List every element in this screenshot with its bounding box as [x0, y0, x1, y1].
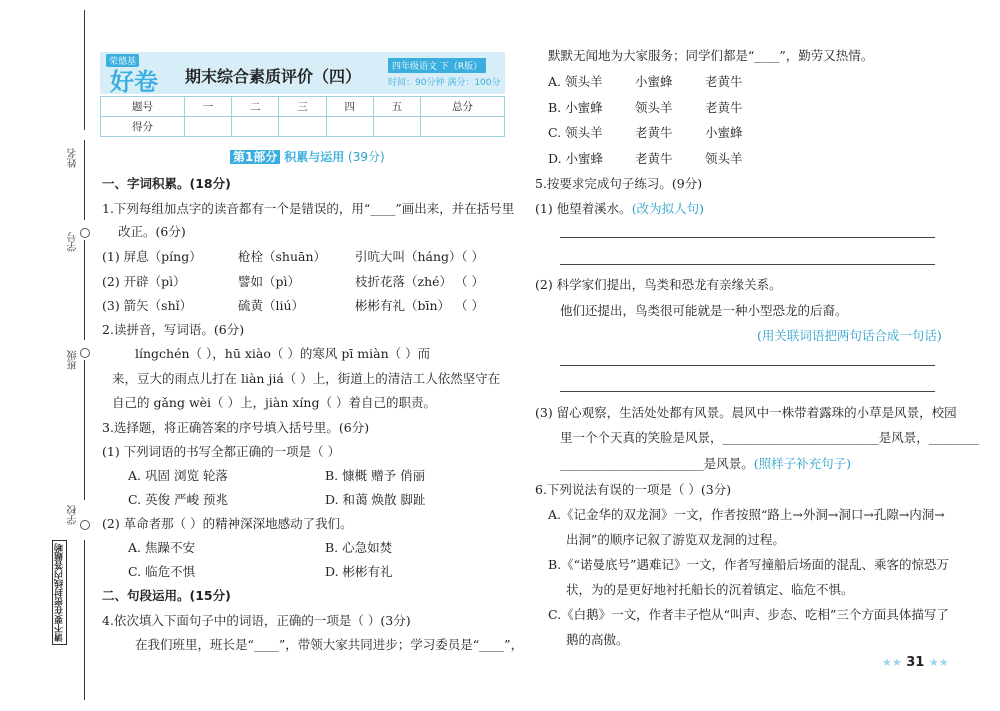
logo: 好卷: [110, 68, 158, 96]
time-score-label: 时间：90分钟 满分：100分: [388, 78, 501, 88]
option-item: 硫黄（liú）: [238, 298, 305, 313]
pinyin-line: 来，豆大的雨点儿打在 liàn jiá（ ）上，街道上的清洁工人依然坚守在: [112, 371, 501, 386]
part-score: (39分): [348, 150, 385, 164]
class-label: 班级: [68, 350, 79, 370]
choice-option: C. 临危不惧: [128, 564, 196, 579]
choice-option: B. 小蜜蜂: [548, 100, 603, 115]
option-item: (2) 开辟（pì）: [102, 274, 186, 289]
option-item: (1) 屏息（píng）: [102, 249, 202, 264]
option-item: 枝折花落（zhé）: [355, 274, 453, 289]
sub-question: 他们还提出，鸟类很可能就是一种小型恐龙的后裔。: [560, 303, 848, 318]
binding-hole-icon: [80, 348, 90, 358]
score-table-header: 总分: [421, 97, 505, 117]
score-table-header: 二: [232, 97, 279, 117]
choice-option: D. 和蔼 焕散 脚趾: [325, 492, 426, 507]
seal-notice: 请不要在密封线内答题哟: [52, 540, 67, 645]
option-item: 譬如（pì）: [238, 274, 300, 289]
answer-blank[interactable]: （ ）: [455, 298, 484, 313]
choice-option: 小蜜蜂: [635, 74, 673, 89]
question-text: 5.按要求完成句子练习。(9分): [535, 176, 703, 191]
score-table-header: 一: [184, 97, 231, 117]
sub-question: [535, 201, 704, 217]
publisher-badge: 荣德基: [106, 54, 139, 67]
score-row-label: 得分: [101, 117, 185, 137]
part-number: 第1部分: [230, 150, 280, 164]
score-table-header: 五: [373, 97, 420, 117]
choice-option: D. 彬彬有礼: [325, 564, 393, 579]
sub-question-text: _______________________是风景。: [560, 456, 754, 471]
seal-line: [84, 240, 85, 340]
score-table: [100, 96, 505, 137]
score-table-header: 题号: [101, 97, 185, 117]
score-table-header: 四: [326, 97, 373, 117]
choice-option: 老黄牛: [705, 100, 743, 115]
section-heading: 一、字词积累。(18分): [102, 176, 231, 191]
seal-line: [84, 540, 85, 700]
binding-hole-icon: [80, 520, 90, 530]
question-text: 默默无闻地为大家服务；同学们都是“____”，勤劳又热情。: [548, 48, 874, 63]
pinyin-line: língchén（ ），hū xiào（ ）的寒风 pī miàn（ ）而: [135, 346, 431, 361]
question-text: 改正。(6分): [118, 224, 186, 239]
choice-option: B.《“诺曼底号”遇难记》一文，作者写撞船后场面的混乱、乘客的惊恐万: [548, 557, 949, 572]
answer-line[interactable]: [560, 365, 935, 366]
option-item: 引吭大叫（háng）: [355, 249, 462, 264]
name-label: 姓名: [68, 148, 79, 168]
question-text: 3.选择题，将正确答案的序号填入括号里。(6分): [102, 420, 370, 435]
section-heading: 二、句段运用。(15分): [102, 588, 231, 603]
instruction-hint: (改为拟人句): [631, 201, 704, 216]
binding-hole-icon: [80, 228, 90, 238]
choice-option: B. 心急如焚: [325, 540, 393, 555]
choice-option: C. 领头羊: [548, 125, 603, 140]
choice-option: D. 小蜜蜂: [548, 151, 604, 166]
star-icon: ★★: [928, 656, 949, 669]
sub-question-text: (1) 他望着溪水。: [535, 201, 632, 216]
score-table-header: 三: [279, 97, 326, 117]
option-item: (3) 箭矢（shǐ）: [102, 298, 193, 313]
choice-option: 状，为的是更好地衬托船长的沉着镇定、临危不惧。: [566, 582, 854, 597]
option-item: 彬彬有礼（bīn）: [355, 298, 451, 313]
answer-blank[interactable]: （ ）: [455, 249, 484, 264]
score-cell[interactable]: [373, 117, 420, 137]
seal-line: [84, 360, 85, 500]
part-label: 积累与运用: [284, 150, 345, 164]
question-text: 4.依次填入下面句子中的词语，正确的一项是（ ）(3分): [102, 613, 411, 628]
score-cell[interactable]: [421, 117, 505, 137]
sub-question: (2) 革命者那（ ）的精神深深地感动了我们。: [102, 516, 353, 531]
answer-line[interactable]: [560, 264, 935, 265]
instruction-hint: (用关联词语把两句话合成一句话): [757, 328, 942, 343]
answer-blank[interactable]: （ ）: [455, 274, 484, 289]
question-text: 2.读拼音，写词语。(6分): [102, 322, 245, 337]
sub-question: 里一个个天真的笑脸是风景，_________________________是风景，________: [560, 430, 979, 445]
choice-option: A. 巩固 浏览 轮落: [128, 468, 228, 483]
student-id-label: 学号: [68, 232, 79, 252]
choice-option: A. 焦躁不安: [128, 540, 195, 555]
page-number: [882, 655, 949, 670]
choice-option: 小蜜蜂: [705, 125, 743, 140]
sub-question: (1) 下列词语的书写全都正确的一项是（ ）: [102, 444, 341, 459]
grade-label: 四年级语文 下（R版）: [388, 58, 486, 73]
school-label: 学校: [68, 505, 79, 525]
answer-line[interactable]: [560, 391, 935, 392]
sub-question: (3) 留心观察，生活处处都有风景。晨风中一株带着露珠的小草是风景，校园: [535, 405, 957, 420]
instruction-hint: (照样子补充句子): [753, 456, 852, 471]
part-heading: [230, 148, 385, 165]
choice-option: 出洞”的顺序记叙了游览双龙洞的过程。: [566, 532, 785, 547]
choice-option: 老黄牛: [705, 74, 743, 89]
choice-option: B. 慷概 赠予 俏丽: [325, 468, 426, 483]
seal-line: [84, 10, 85, 130]
pinyin-line: 自己的 gǎng wèi（ ）上，jiàn xíng（ ）着自己的职责。: [112, 395, 436, 410]
sub-question: [560, 456, 851, 472]
choice-option: C. 英俊 严峻 预兆: [128, 492, 229, 507]
answer-line[interactable]: [560, 237, 935, 238]
question-text: 1.下列每组加点字的读音都有一个是错误的，用“____”画出来，并在括号里: [102, 201, 515, 216]
star-icon: ★★: [882, 656, 902, 669]
choice-option: 领头羊: [635, 100, 673, 115]
choice-option: 老黄牛: [635, 125, 673, 140]
page-title: 期末综合素质评价（四）: [185, 67, 362, 86]
choice-option: C.《白鹅》一文，作者丰子恺从“叫声、步态、吃相”三个方面具体描写了: [548, 607, 949, 622]
score-cell[interactable]: [279, 117, 326, 137]
choice-option: 老黄牛: [635, 151, 673, 166]
choice-option: A. 领头羊: [548, 74, 603, 89]
score-cell[interactable]: [326, 117, 373, 137]
choice-option: 鹅的高傲。: [566, 632, 629, 647]
page-number-text: 31: [906, 655, 925, 670]
sub-question: (2) 科学家们提出，鸟类和恐龙有亲缘关系。: [535, 277, 782, 292]
score-cell[interactable]: [232, 117, 279, 137]
option-item: 枪栓（shuān）: [238, 249, 327, 264]
seal-line: [84, 140, 85, 220]
question-text: 6.下列说法有误的一项是（ ）(3分): [535, 482, 732, 497]
choice-option: 领头羊: [705, 151, 743, 166]
score-cell[interactable]: [184, 117, 231, 137]
choice-option: A.《记金华的双龙洞》一文，作者按照“路上→外洞→洞口→孔隙→内洞→: [548, 507, 945, 522]
question-text: 在我们班里，班长是“____”，带领大家共同进步；学习委员是“____”，: [135, 637, 524, 652]
